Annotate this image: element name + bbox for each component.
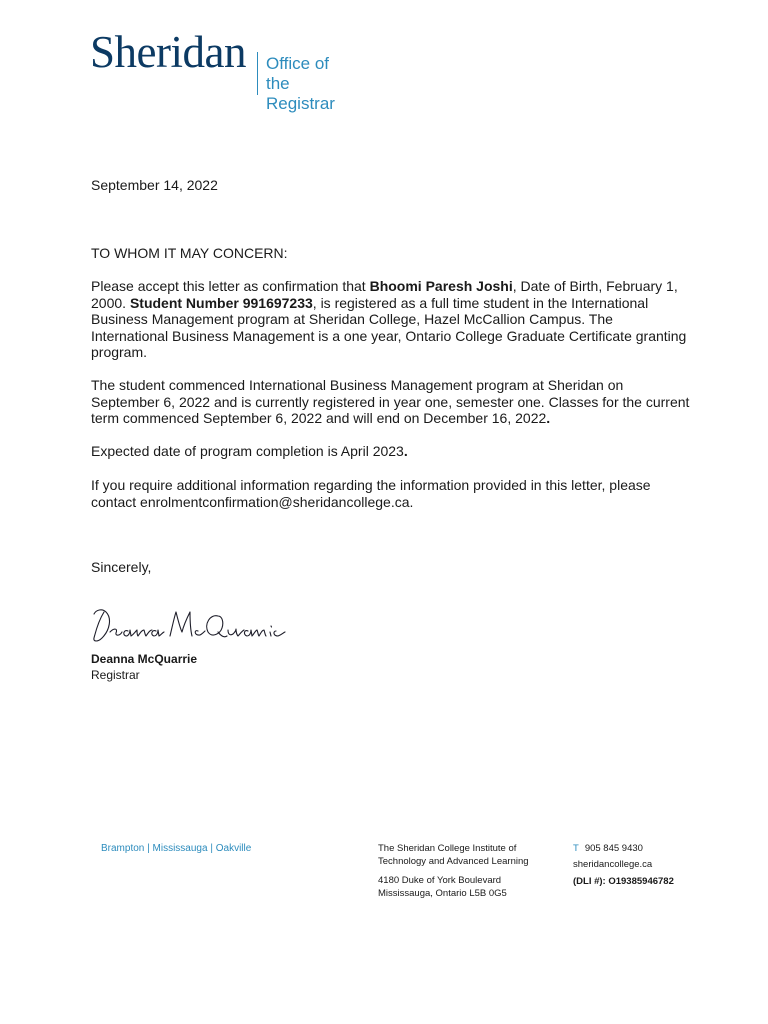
signer-title: Registrar — [91, 668, 140, 682]
campus-separator: | — [147, 843, 150, 854]
p2-period: . — [546, 410, 551, 426]
p1-text-1: Please accept this letter as confirmation that — [91, 278, 370, 294]
campus-brampton: Brampton — [101, 843, 145, 854]
campus-oakville: Oakville — [215, 843, 252, 854]
address-line-1: 4180 Duke of York Boulevard — [378, 875, 502, 886]
student-name: Bhoomi Paresh Joshi — [369, 278, 513, 294]
signer-name: Deanna McQuarrie — [91, 652, 198, 666]
footer-address — [378, 874, 558, 900]
footer-campuses — [101, 842, 251, 855]
office-line-1: Office of — [266, 54, 329, 73]
phone-label: T — [573, 843, 579, 854]
paragraph-completion — [91, 443, 691, 460]
p1-text-2: , Date of Birth, February 1, 2000. — [91, 278, 678, 311]
closing: Sincerely, — [91, 559, 152, 575]
logo-office-label — [266, 54, 335, 114]
logo-divider — [257, 52, 258, 95]
logo-wordmark: Sheridan — [90, 27, 246, 77]
salutation: TO WHOM IT MAY CONCERN: — [91, 245, 288, 261]
institute-line-1: The Sheridan College Institute of — [378, 843, 517, 854]
student-number: Student Number 991697233 — [129, 294, 313, 311]
footer-phone — [573, 842, 723, 855]
paragraph-term — [91, 377, 691, 427]
p3-text: Expected date of program completion is April 2023 — [91, 443, 404, 459]
campus-separator: | — [210, 843, 213, 854]
p3-period: . — [403, 443, 408, 459]
institute-line-2: Technology and Advanced Learning — [378, 856, 529, 867]
paragraph-contact: If you require additional information regarding the information provided in this letter, please contact enrolmentconfirmation@sheridancollege.ca. — [91, 477, 651, 510]
letter-date: September 14, 2022 — [91, 177, 218, 193]
footer-institute — [378, 842, 558, 868]
footer-dli-number: (DLI #): O19385946782 — [573, 876, 674, 887]
footer-website: sheridancollege.ca — [573, 859, 653, 870]
p1-text-3: , is registered as a full time student in the International Business Management program at Sheridan College, Hazel McCallion Campus. The International Business Management is a one year, Ontario College Graduate Certificate granting program. — [91, 294, 687, 360]
paragraph-confirmation — [91, 278, 691, 361]
p2-text: The student commenced International Business Management program at Sheridan on September 6, 2022 and is currently registered in year one, semester one. Classes for the current term commenced September 6, 2022 and will end on December 16, 2022 — [91, 377, 690, 426]
phone-number: 905 845 9430 — [584, 843, 643, 854]
campus-mississauga: Mississauga — [152, 843, 208, 854]
handwritten-signature — [90, 602, 290, 646]
office-line-2: the Registrar — [266, 74, 335, 113]
address-line-2: Mississauga, Ontario L5B 0G5 — [378, 888, 507, 899]
signature-text: Deanna McQuarrie — [90, 602, 99, 603]
